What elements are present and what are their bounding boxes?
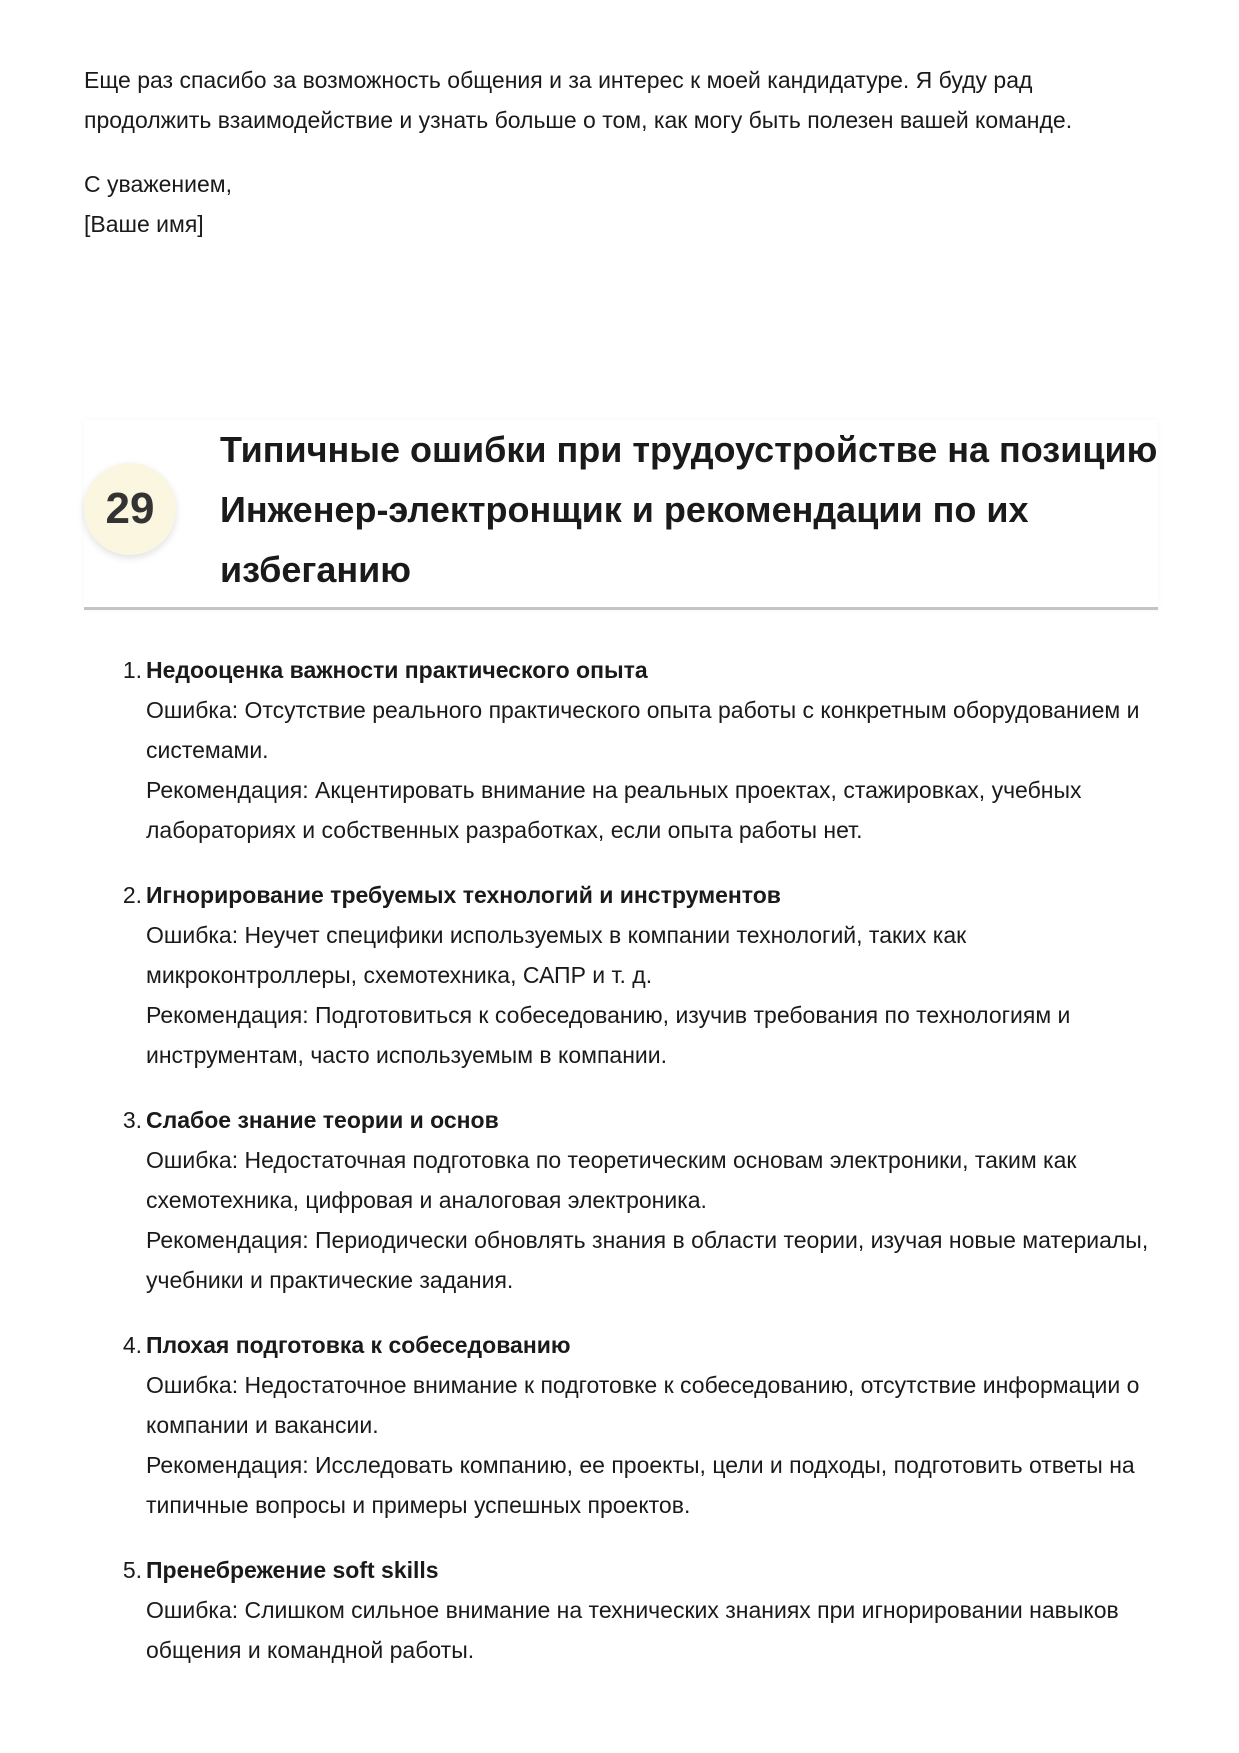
- item-number: 1.: [122, 657, 142, 683]
- section-number-badge: 29: [84, 463, 176, 555]
- item-title: Недооценка важности практического опыта: [146, 657, 648, 683]
- intro-block: [84, 60, 1158, 162]
- item-recommendation: Рекомендация: Периодически обновлять знания в области теории, изучая новые материалы, учебники и практические задания.: [146, 1227, 1149, 1293]
- list-item: [84, 1550, 1158, 1670]
- section-header: [84, 420, 1158, 610]
- intro-paragraph: Еще раз спасибо за возможность общения и за интерес к моей кандидатуре. Я буду рад продолжить взаимодействие и узнать больше о том, как могу быть полезен вашей команде.: [84, 67, 1073, 133]
- item-number: 4.: [122, 1332, 142, 1358]
- item-number: 5.: [122, 1557, 142, 1583]
- item-error: Ошибка: Отсутствие реального практического опыта работы с конкретным оборудованием и системами.: [146, 697, 1140, 763]
- item-title: Плохая подготовка к собеседованию: [146, 1332, 571, 1358]
- item-title: Слабое знание теории и основ: [146, 1107, 499, 1133]
- item-recommendation: Рекомендация: Подготовиться к собеседованию, изучив требования по технологиям и инструментам, часто используемым в компании.: [146, 1002, 1071, 1068]
- list-item: [84, 1100, 1158, 1300]
- signoff-name: [Ваше имя]: [84, 211, 204, 237]
- item-recommendation: Рекомендация: Исследовать компанию, ее проекты, цели и подходы, подготовить ответы на типичные вопросы и примеры успешных проектов.: [146, 1452, 1135, 1518]
- item-number: 3.: [122, 1107, 142, 1133]
- list-item: [84, 650, 1158, 850]
- signoff-block: [84, 164, 232, 244]
- item-title: Игнорирование требуемых технологий и инструментов: [146, 882, 781, 908]
- item-error: Ошибка: Неучет специфики используемых в компании технологий, таких как микроконтроллеры, схемотехника, САПР и т. д.: [146, 922, 967, 988]
- item-number: 2.: [122, 882, 142, 908]
- item-recommendation: Рекомендация: Акцентировать внимание на реальных проектах, стажировках, учебных лабораториях и собственных разработках, если опыта работы нет.: [146, 777, 1082, 843]
- section-title: Типичные ошибки при трудоустройстве на позицию Инженер-электронщик и рекомендации по их избеганию: [220, 429, 1158, 590]
- mistakes-list: [84, 650, 1158, 1695]
- item-error: Ошибка: Слишком сильное внимание на технических знаниях при игнорировании навыков общения и командной работы.: [146, 1597, 1119, 1663]
- item-error: Ошибка: Недостаточное внимание к подготовке к собеседованию, отсутствие информации о компании и вакансии.: [146, 1372, 1140, 1438]
- item-error: Ошибка: Недостаточная подготовка по теоретическим основам электроники, таким как схемотехника, цифровая и аналоговая электроника.: [146, 1147, 1077, 1213]
- list-item: [84, 875, 1158, 1075]
- signoff-closing: С уважением,: [84, 171, 232, 197]
- item-title: Пренебрежение soft skills: [146, 1557, 439, 1583]
- list-item: [84, 1325, 1158, 1525]
